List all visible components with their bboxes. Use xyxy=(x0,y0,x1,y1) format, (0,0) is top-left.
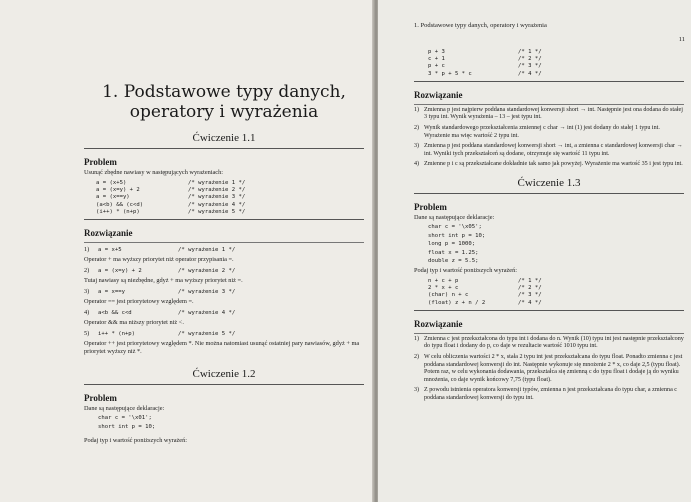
section-heading: Problem xyxy=(414,201,447,212)
code-listing xyxy=(96,180,364,216)
answer-number: 3) xyxy=(84,288,90,296)
code-comment: /* 2 */ xyxy=(518,56,542,63)
list-item xyxy=(414,387,684,402)
exercise-title: Ćwiczenie 1.2 xyxy=(192,368,256,381)
answer-line xyxy=(84,288,364,296)
list-text: Zmienna p jest poddana standardowej konwersji short → int, a zmienna c standardowej konwersji char → int. Wyniki tych przekształceń są dodane, otrzymuje się wartość 11 typu int. xyxy=(424,143,683,157)
code-listing xyxy=(428,49,684,78)
code-expression: n + c + p xyxy=(428,277,459,284)
code-comment: /* wyrażenie 4 */ xyxy=(188,201,246,208)
answer-comment: /* wyrażenie 1 */ xyxy=(178,247,236,254)
right-page xyxy=(378,0,691,502)
question-text: Podaj typ i wartość poniższych wyrażeń: xyxy=(414,266,517,274)
divider xyxy=(414,81,684,82)
section-heading: Rozwiązanie xyxy=(84,228,133,239)
answer-comment: /* wyrażenie 5 */ xyxy=(178,331,236,338)
list-number: 2) xyxy=(414,125,420,131)
answer-code: a = (x=y) + 2 xyxy=(98,268,142,275)
answer-text: Operator ++ jest priorytetowy względem *. Nie można natomiast usunąć ostatniej pary nawiasów, gdyż + ma priorytet wyższy niż *. xyxy=(84,340,360,356)
code-expression: a = (x=y) + 2 xyxy=(96,187,140,194)
code-comment: /* 1 */ xyxy=(518,277,542,284)
code-comment: /* wyrażenie 2 */ xyxy=(188,187,246,194)
code-comment: /* 1 */ xyxy=(518,49,542,55)
declaration-line: char c = '\x05'; xyxy=(428,223,482,230)
left-page-content xyxy=(84,6,364,447)
answer-number: 1) xyxy=(84,246,90,254)
list-item xyxy=(414,143,684,158)
running-head: 1. Podstawowe typy danych, operatory i wyrażenia xyxy=(414,22,547,29)
code-expression: 3 * p + 5 * c xyxy=(428,70,472,77)
exercise-title: Ćwiczenie 1.3 xyxy=(517,176,581,189)
list-number: 3) xyxy=(414,387,420,394)
code-comment: /* 2 */ xyxy=(518,285,542,292)
code-expression: 2 * x + c xyxy=(428,285,459,292)
list-number: 1) xyxy=(414,106,420,113)
page-number: 11 xyxy=(678,36,685,43)
list-number: 3) xyxy=(414,143,420,150)
answer-line xyxy=(84,330,364,338)
code-expression: a = (x==y) xyxy=(96,194,130,201)
divider xyxy=(414,193,684,194)
answer-code: i++ * (n+p) xyxy=(98,331,136,338)
solution-list xyxy=(414,336,684,403)
list-item xyxy=(414,107,684,122)
divider xyxy=(84,242,364,243)
section-heading: Problem xyxy=(84,157,117,167)
list-text: Zmienne p i c są przekształcane dokładnie tak samo jak powyżej. Wyrażenie ma wartość 35 i jest typu int. xyxy=(424,161,683,168)
list-item xyxy=(414,354,684,384)
divider xyxy=(84,219,364,220)
answer-code: a = x+5 xyxy=(98,247,122,254)
list-text: Zmienna p jest najpierw poddana standardowej konwersji short → int. Następnie jest ona dodana do stałej 3 typu int. Wynik wyrażenia – 13 – jest typu int. xyxy=(424,106,683,121)
problem-text: Usunąć zbędne nawiasy w następujących wyrażeniach: xyxy=(84,169,223,176)
code-comment: /* 3 */ xyxy=(518,63,542,70)
code-expression: (a<b) && (c<d) xyxy=(96,201,144,208)
answer-text: Operator + ma wyższy priorytet niż operator przypisania =. xyxy=(84,256,234,264)
answer-number: 2) xyxy=(84,267,90,275)
list-text: Z powodu istnienia operatora konwersji typów, zmienna n jest przekształcana do typu char, a zmienna c poddana standardowej konwersji do typu int. xyxy=(424,387,678,401)
problem-text: Dane są następujące deklaracje: xyxy=(414,213,495,221)
divider xyxy=(414,104,684,105)
answer-line xyxy=(84,246,364,254)
list-number: 4) xyxy=(414,161,420,168)
declaration-line: short int p = 10; xyxy=(98,424,156,431)
answer-comment: /* wyrażenie 3 */ xyxy=(178,289,236,296)
code-expression: (char) n + c xyxy=(428,292,469,299)
code-expression: a = (x+5) xyxy=(96,180,127,186)
answer-text: Tutaj nawiasy są niezbędne, gdyż + ma wyższy priorytet niż =. xyxy=(84,277,243,285)
code-expression: p + 3 xyxy=(428,49,445,55)
declaration-line: float x = 1.25; xyxy=(428,249,479,256)
declaration-line: double z = 5.5; xyxy=(428,258,479,265)
code-comment: /* wyrażenie 1 */ xyxy=(188,180,246,186)
answer-comment: /* wyrażenie 2 */ xyxy=(178,268,236,275)
exercise-title: Ćwiczenie 1.1 xyxy=(192,132,256,144)
code-comment: /* wyrażenie 3 */ xyxy=(188,194,246,201)
answer-number: 5) xyxy=(84,330,90,338)
code-expression: (i++) * (n+p) xyxy=(96,208,140,215)
answer-text: Operator == jest priorytetowy względem =. xyxy=(84,298,194,306)
declaration-line: long p = 1000; xyxy=(428,241,476,248)
code-listing xyxy=(428,278,684,307)
divider xyxy=(84,148,364,149)
answer-line xyxy=(84,267,364,275)
list-item xyxy=(414,125,684,140)
answer-comment: /* wyrażenie 4 */ xyxy=(178,310,236,317)
answer-code: a = x==y xyxy=(98,289,125,296)
list-number: 2) xyxy=(414,353,420,360)
right-page-content xyxy=(414,46,684,406)
list-number: 1) xyxy=(414,335,420,342)
chapter-title: 1. Podstawowe typy danych, operatory i wyrażenia xyxy=(102,82,346,122)
section-heading: Rozwiązanie xyxy=(414,89,463,100)
divider xyxy=(414,310,684,311)
declaration-line: short int p = 10; xyxy=(428,232,486,239)
code-comment: /* 4 */ xyxy=(518,299,542,306)
divider xyxy=(84,384,364,385)
solution-list xyxy=(414,107,684,169)
code-comment: /* 3 */ xyxy=(518,292,542,299)
section-heading: Rozwiązanie xyxy=(414,318,463,329)
section-heading: Problem xyxy=(84,393,117,404)
code-expression: c + 1 xyxy=(428,56,445,63)
answer-line xyxy=(84,309,364,317)
answer-code: a<b && c<d xyxy=(98,310,132,317)
code-comment: /* 4 */ xyxy=(518,70,542,77)
list-text: Zmienna c jest przekształcona do typu int i dodana do n. Wynik (10) typu int jest następnie przekształcony do typu float i dodany do p, co daje w rezultacie wartość 1010 typu int. xyxy=(424,335,684,350)
list-item xyxy=(414,161,684,169)
divider xyxy=(414,333,684,334)
list-item xyxy=(414,336,684,351)
list-text: W celu obliczenia wartości 2 * x, stała 2 typu int jest przekształcana do typu float. Ponadto zmienna c jest poddana standardowej konwersji do int. Następnie wykonuje się mnożenie 2 * x, co daje 2,5 (typu float). Potem raz, w celu wykonania dodawania, przekształca się zmienną c do typu float i dodaje ją do wyniku mnożenia, co daje wynik końcowy 7,75 (typu float). xyxy=(424,353,683,383)
answer-number: 4) xyxy=(84,309,90,317)
problem-text: Dane są następujące deklaracje: xyxy=(84,405,165,413)
answer-text: Operator && ma niższy priorytet niż <. xyxy=(84,319,184,327)
list-text: Wynik standardowego przekształcenia zmiennej c char → int (1) jest dodany do stałej 1 typu int. Wyrażenie ma więc wartość 2 typu int. xyxy=(424,125,660,139)
code-comment: /* wyrażenie 5 */ xyxy=(188,208,246,215)
question-text: Podaj typ i wartość poniższych wyrażeń: xyxy=(84,437,187,445)
declaration-line: char c = '\x01'; xyxy=(98,415,152,422)
code-expression: (float) z + n / 2 xyxy=(428,299,486,306)
code-expression: p + c xyxy=(428,63,445,70)
